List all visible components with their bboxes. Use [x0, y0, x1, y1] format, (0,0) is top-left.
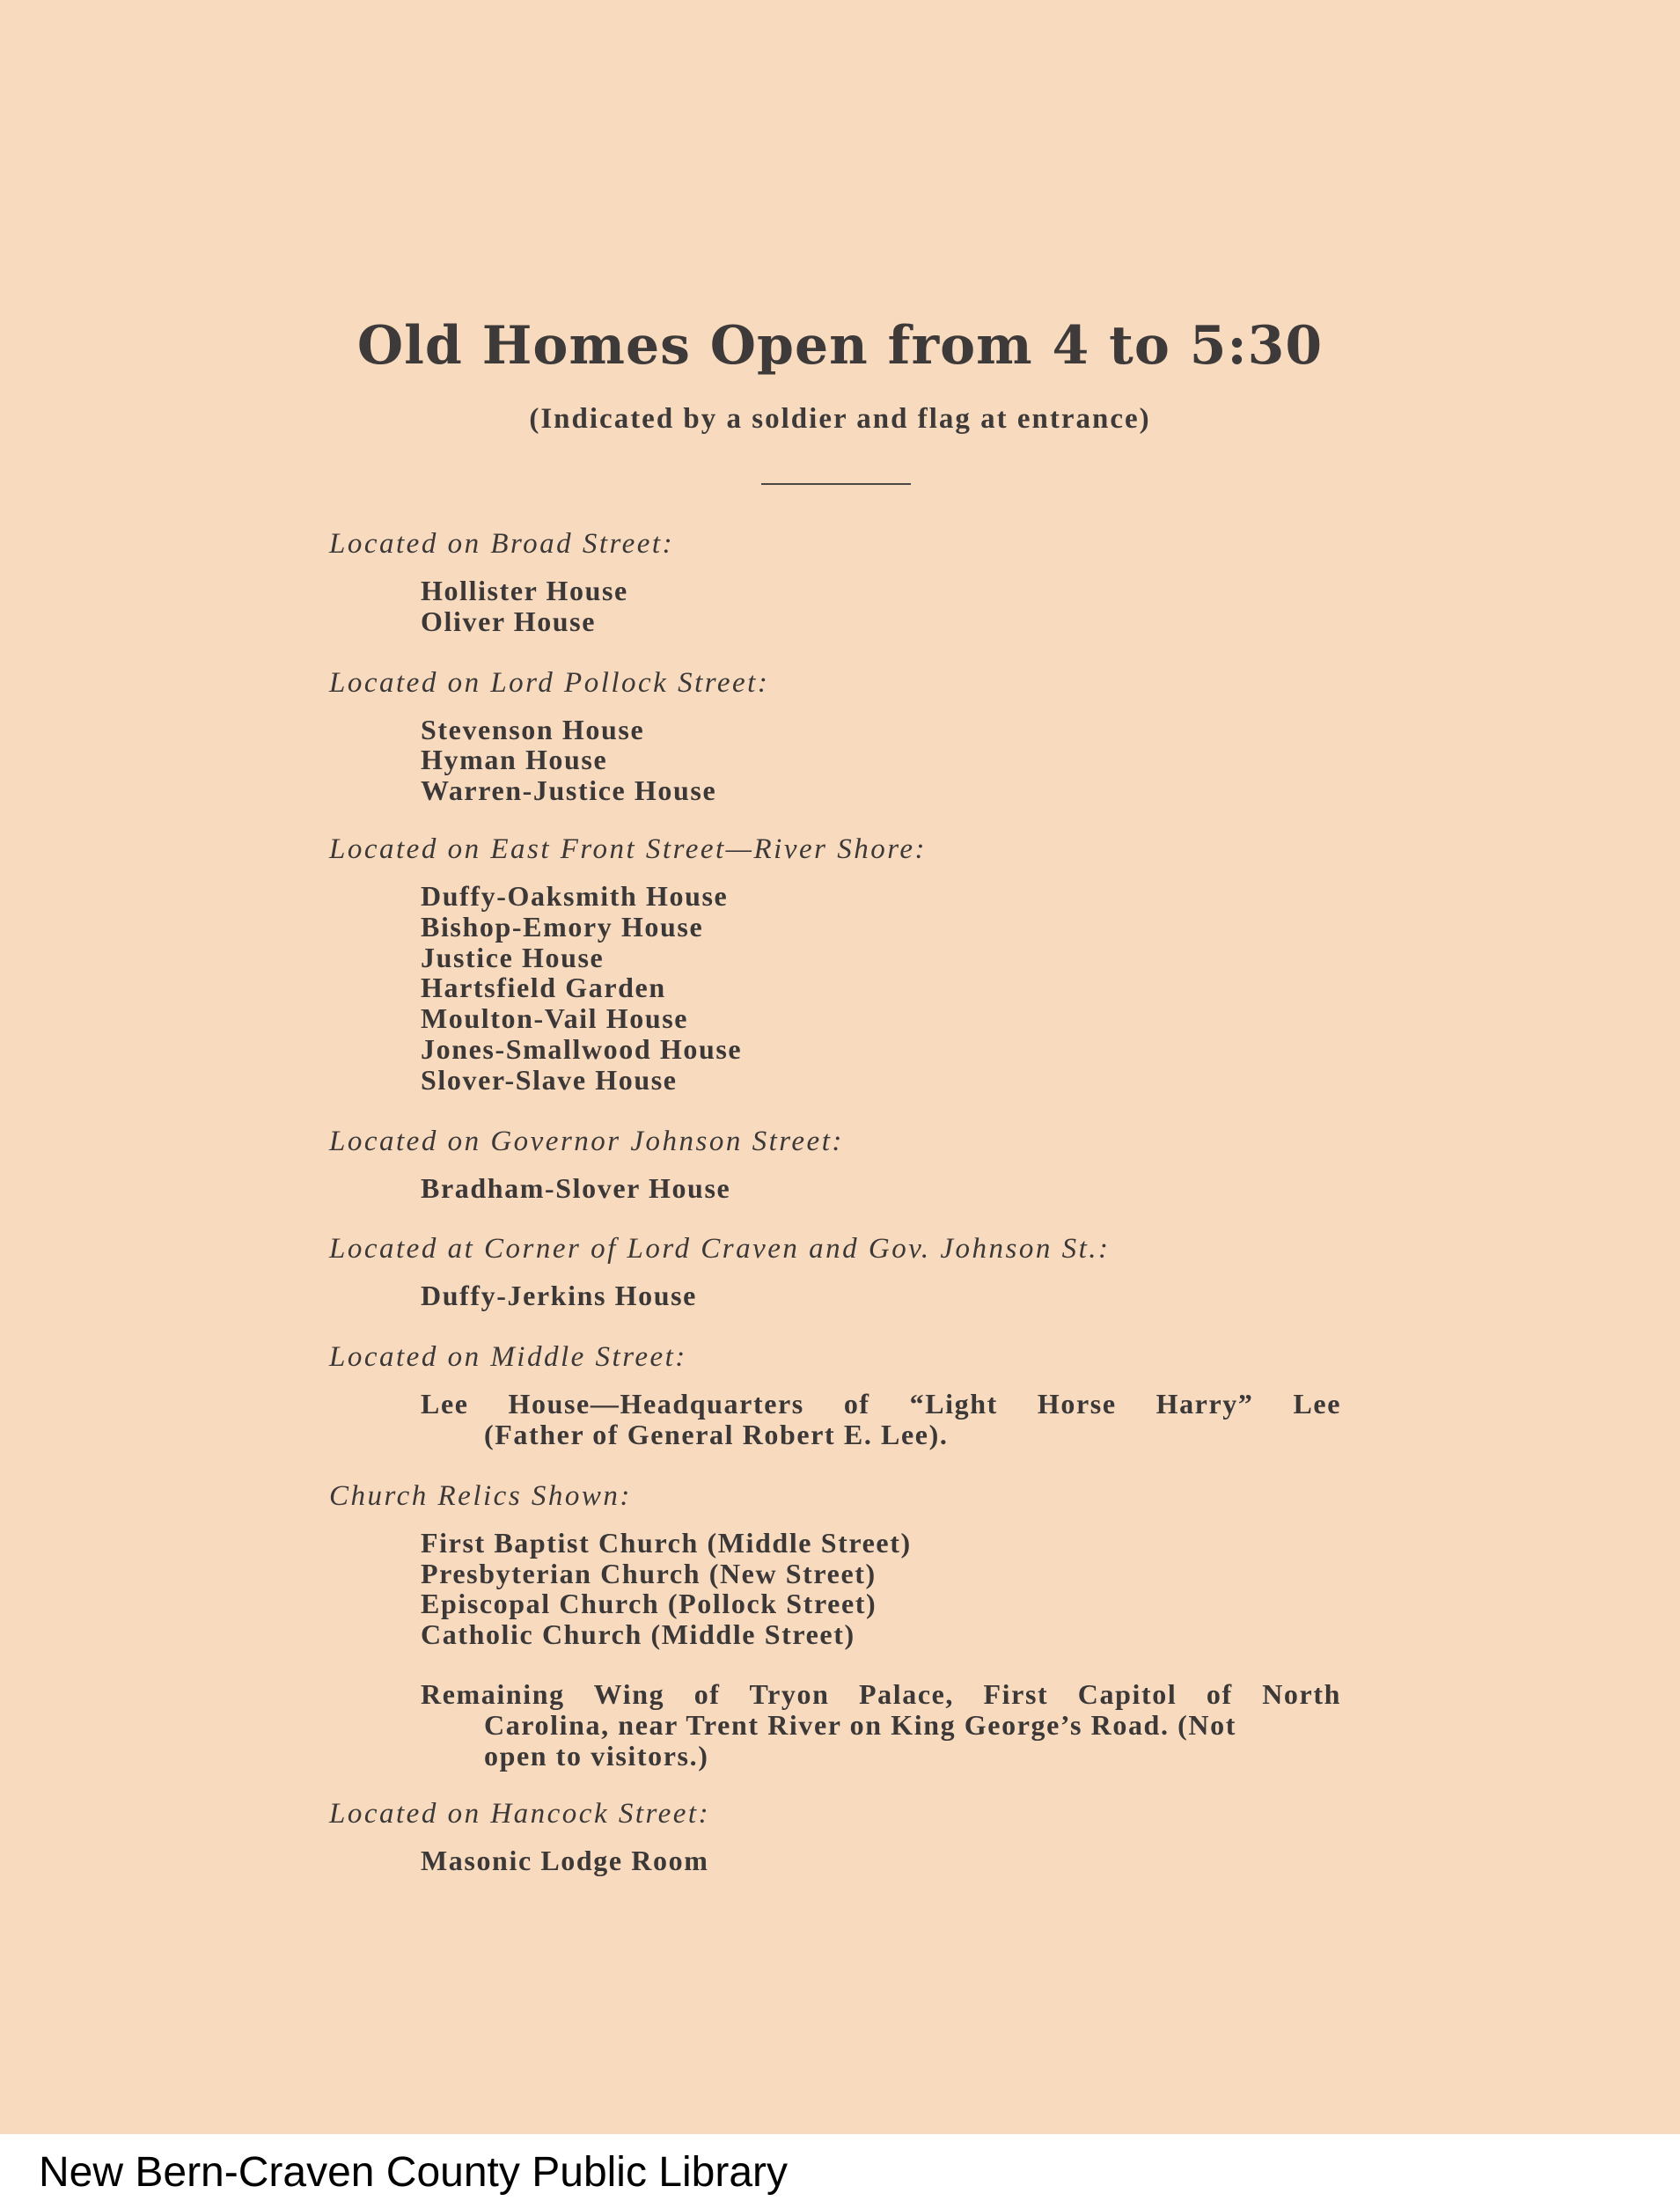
- list-item: Hollister House: [421, 575, 628, 606]
- section-paragraph-middle-street: [421, 1389, 1341, 1450]
- list-item: Hartsfield Garden: [421, 972, 666, 1004]
- section-heading-lord-pollock-street: Located on Lord Pollock Street:: [329, 666, 770, 699]
- list-item: Presbyterian Church (New Street): [421, 1557, 877, 1589]
- list-item: Bradham-Slover House: [421, 1171, 731, 1204]
- list-item: First Baptist Church (Middle Street): [421, 1526, 912, 1559]
- lee-house-line: Lee House—Headquarters of “Light Horse Harry” Lee: [421, 1388, 1341, 1420]
- section-heading-east-front-street: Located on East Front Street—River Shore:: [329, 833, 927, 865]
- section-heading-lord-craven-corner: Located at Corner of Lord Craven and Gov. Johnson St.:: [329, 1233, 1111, 1266]
- section-list-lord-pollock-street: [421, 715, 1341, 806]
- section-list-lord-craven-corner: [421, 1280, 1341, 1311]
- section-list-governor-johnson-street: [421, 1173, 1341, 1204]
- section-list-hancock-street: [421, 1845, 1341, 1876]
- divider-rule: [761, 483, 911, 485]
- list-item: Episcopal Church (Pollock Street): [421, 1588, 877, 1620]
- list-item: Hyman House: [421, 744, 608, 776]
- section-list-broad-street: [421, 576, 1341, 637]
- tryon-palace-line-continued: Carolina, near Trent River on King George’s Road. (Not: [484, 1708, 1236, 1741]
- list-item: Jones-Smallwood House: [421, 1032, 743, 1065]
- list-item: Duffy-Jerkins House: [421, 1280, 697, 1312]
- library-credit: New Bern-Craven County Public Library: [39, 2149, 789, 2196]
- list-item: Slover-Slave House: [421, 1063, 678, 1096]
- section-heading-middle-street: Located on Middle Street:: [329, 1341, 687, 1374]
- list-item: Stevenson House: [421, 713, 645, 745]
- list-item: Justice House: [421, 941, 605, 973]
- list-item: Bishop-Emory House: [421, 910, 704, 943]
- tryon-palace-line: Remaining Wing of Tryon Palace, First Capitol of North: [421, 1677, 1341, 1710]
- section-list-east-front-street: [421, 881, 1341, 1096]
- section-heading-governor-johnson-street: Located on Governor Johnson Street:: [329, 1125, 844, 1157]
- section-heading-church-relics: Church Relics Shown:: [329, 1479, 632, 1512]
- list-item: Catholic Church (Middle Street): [421, 1618, 855, 1651]
- list-item: Duffy-Oaksmith House: [421, 879, 729, 912]
- homes-list: [329, 528, 1341, 1876]
- tryon-palace-line-end: open to visitors.): [484, 1739, 709, 1772]
- page-subtitle: (Indicated by a soldier and flag at entrance): [529, 403, 1151, 435]
- section-list-church-relics: [421, 1528, 1341, 1772]
- list-item: Masonic Lodge Room: [421, 1845, 709, 1877]
- lee-house-line-continued: (Father of General Robert E. Lee).: [484, 1418, 949, 1450]
- page-title: Old Homes Open from 4 to 5:30: [356, 315, 1324, 377]
- section-heading-broad-street: Located on Broad Street:: [329, 528, 675, 560]
- list-item: Warren-Justice House: [421, 774, 717, 807]
- list-item: Moulton-Vail House: [421, 1002, 689, 1035]
- list-item: Oliver House: [421, 605, 597, 637]
- section-heading-hancock-street: Located on Hancock Street:: [329, 1798, 711, 1830]
